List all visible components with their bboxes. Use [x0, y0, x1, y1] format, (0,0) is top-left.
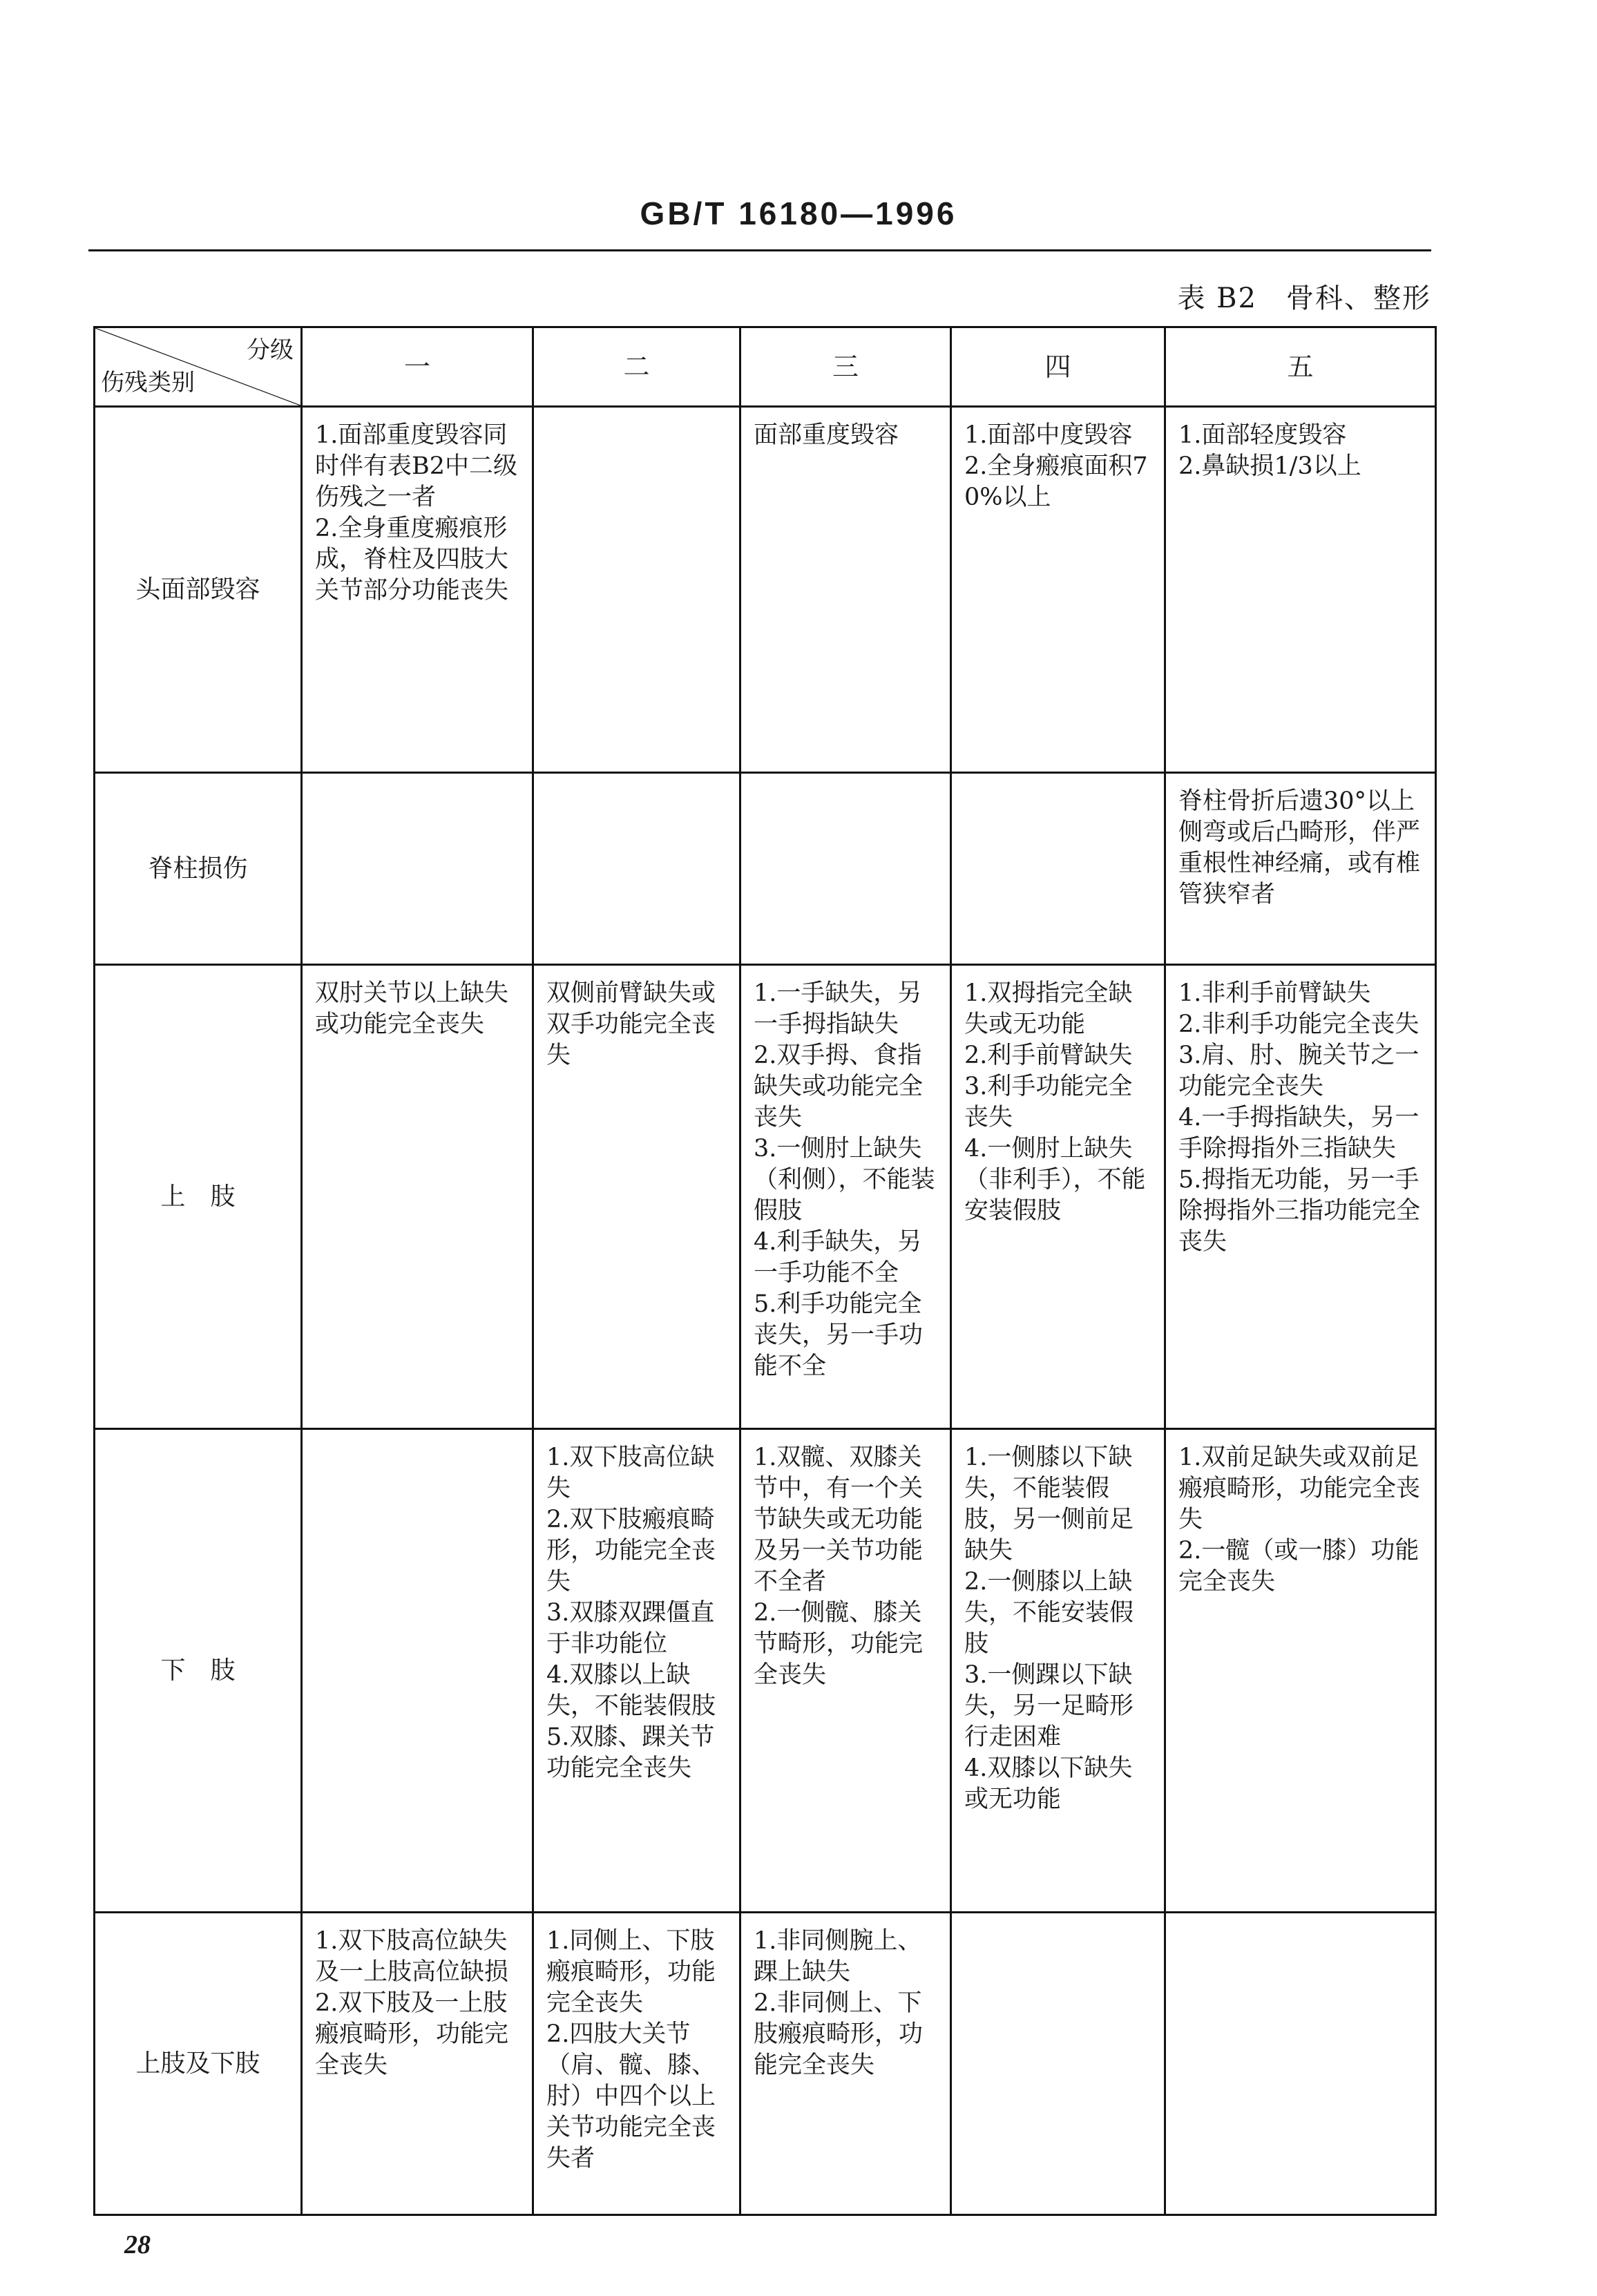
criteria-item: 1.一手缺失，另一手拇指缺失	[754, 979, 922, 1038]
grade-cell-1	[302, 773, 533, 965]
criteria-item: 2.双手拇、食指缺失或功能完全丧失	[754, 1042, 924, 1131]
criteria-item: 4.双膝以下缺失或无功能	[964, 1754, 1133, 1813]
table-row	[95, 407, 1436, 773]
grade-cell-2	[533, 1429, 740, 1913]
grade-header-5: 五	[1165, 327, 1436, 407]
criteria-item: 4.一侧肘上缺失（非利手），不能安装假肢	[964, 1135, 1146, 1225]
grade-cell-4	[951, 1429, 1165, 1913]
page-header	[0, 195, 1597, 232]
table-row	[95, 1913, 1436, 2215]
criteria-item: 2.双下肢及一上肢瘢痕畸形，功能完全丧失	[315, 1989, 509, 2079]
criteria-item: 3.一侧肘上缺失（利侧），不能装假肢	[754, 1135, 935, 1225]
category-cell: 上肢及下肢	[95, 1913, 302, 2215]
disability-grade-table	[93, 326, 1437, 2216]
table-row	[95, 965, 1436, 1429]
criteria-item: 2.非同侧上、下肢瘢痕畸形，功能完全丧失	[754, 1989, 924, 2079]
criteria-item: 2.一侧膝以上缺失，不能安装假肢	[964, 1568, 1134, 1658]
criteria-item: 2.全身重度瘢痕形成，脊柱及四肢大关节部分功能丧失	[315, 515, 509, 604]
grade-cell-3	[740, 1429, 951, 1913]
grade-cell-1	[302, 407, 533, 773]
table-row	[95, 1429, 1436, 1913]
grade-cell-1	[302, 965, 533, 1429]
criteria-item: 2.鼻缺损1/3以上	[1178, 452, 1361, 480]
criteria-item: 1.一侧膝以下缺失，不能装假肢，另一侧前足缺失	[964, 1444, 1134, 1565]
grade-cell-5	[1165, 965, 1436, 1429]
grade-cell-5	[1165, 1913, 1436, 2215]
criteria-item: 2.利手前臂缺失	[964, 1042, 1133, 1069]
criteria-item: 1.同侧上、下肢瘢痕畸形，功能完全丧失	[546, 1927, 716, 2017]
table-row	[95, 773, 1436, 965]
criteria-item: 双肘关节以上缺失或功能完全丧失	[315, 979, 509, 1038]
criteria-item: 2.四肢大关节（肩、髋、膝、肘）中四个以上关节功能完全丧失者	[546, 2020, 716, 2172]
criteria-item: 2.非利手功能完全丧失	[1178, 1011, 1419, 1038]
criteria-item: 1.双拇指完全缺失或无功能	[964, 979, 1133, 1038]
criteria-item: 1.双前足缺失或双前足瘢痕畸形，功能完全丧失	[1178, 1444, 1421, 1533]
grade-cell-4	[951, 407, 1165, 773]
page-number: 28	[124, 2230, 151, 2259]
category-cell: 头面部毁容	[95, 407, 302, 773]
criteria-item: 2.一侧髋、膝关节畸形，功能完全丧失	[754, 1599, 924, 1689]
criteria-item: 2.一髋（或一膝）功能完全丧失	[1178, 1537, 1419, 1596]
grade-cell-3	[740, 1913, 951, 2215]
grade-header-4: 四	[951, 327, 1165, 407]
criteria-item: 双侧前臂缺失或双手功能完全丧失	[546, 979, 716, 1069]
grade-cell-2	[533, 773, 740, 965]
grade-cell-5	[1165, 1429, 1436, 1913]
grade-header-1: 一	[302, 327, 533, 407]
standard-code: GB/T 16180—1996	[640, 195, 957, 231]
criteria-item: 面部重度毁容	[754, 421, 899, 449]
grade-cell-4	[951, 1913, 1165, 2215]
criteria-item: 1.双髋、双膝关节中，有一个关节缺失或无功能及另一关节功能不全者	[754, 1444, 924, 1596]
criteria-item: 3.一侧踝以下缺失，另一足畸形行走困难	[964, 1661, 1134, 1751]
grade-cell-3	[740, 773, 951, 965]
criteria-item: 脊柱骨折后遗30°以上侧弯或后凸畸形，伴严重根性神经痛，或有椎管狭窄者	[1178, 787, 1421, 908]
criteria-item: 3.双膝双踝僵直于非功能位	[546, 1599, 715, 1658]
category-cell: 下 肢	[95, 1429, 302, 1913]
grade-header-3: 三	[740, 327, 951, 407]
criteria-item: 1.面部中度毁容	[964, 421, 1133, 449]
grade-cell-3	[740, 965, 951, 1429]
criteria-item: 5.双膝、踝关节功能完全丧失	[546, 1723, 715, 1782]
grade-cell-4	[951, 965, 1165, 1429]
header-row	[95, 327, 1436, 407]
category-cell: 上 肢	[95, 965, 302, 1429]
grade-label: 分级	[247, 336, 294, 364]
table-body	[95, 407, 1436, 2215]
grade-cell-2	[533, 407, 740, 773]
criteria-item: 5.拇指无功能，另一手除拇指外三指功能完全丧失	[1178, 1166, 1421, 1256]
criteria-item: 1.面部轻度毁容	[1178, 421, 1347, 449]
grade-cell-3	[740, 407, 951, 773]
grade-cell-1	[302, 1913, 533, 2215]
criteria-item: 3.利手功能完全丧失	[964, 1073, 1133, 1131]
grade-cell-2	[533, 965, 740, 1429]
criteria-item: 4.双膝以上缺失，不能装假肢	[546, 1661, 716, 1720]
criteria-item: 2.全身瘢痕面积70%以上	[964, 452, 1148, 511]
corner-cell	[95, 327, 302, 407]
criteria-item: 2.双下肢瘢痕畸形，功能完全丧失	[546, 1506, 716, 1596]
criteria-item: 1.非利手前臂缺失	[1178, 979, 1371, 1007]
grade-cell-4	[951, 773, 1165, 965]
grade-cell-2	[533, 1913, 740, 2215]
criteria-item: 1.面部重度毁容同时伴有表B2中二级伤残之一者	[315, 421, 517, 511]
grade-cell-1	[302, 1429, 533, 1913]
criteria-item: 4.利手缺失，另一手功能不全	[754, 1228, 922, 1287]
header-rule	[88, 249, 1431, 251]
criteria-item: 5.利手功能完全丧失，另一手功能不全	[754, 1290, 924, 1380]
criteria-item: 1.双下肢高位缺失及一上肢高位缺损	[315, 1927, 509, 1986]
grade-header-2: 二	[533, 327, 740, 407]
criteria-item: 4.一手拇指缺失，另一手除拇指外三指缺失	[1178, 1104, 1419, 1163]
category-label: 伤残类别	[101, 369, 195, 396]
category-cell: 脊柱损伤	[95, 773, 302, 965]
table-caption: 表 B2 骨科、整形	[1177, 283, 1431, 314]
grade-cell-5	[1165, 407, 1436, 773]
criteria-item: 1.双下肢高位缺失	[546, 1444, 715, 1502]
criteria-item: 1.非同侧腕上、踝上缺失	[754, 1927, 922, 1986]
grade-cell-5	[1165, 773, 1436, 965]
criteria-item: 3.肩、肘、腕关节之一功能完全丧失	[1178, 1042, 1419, 1100]
